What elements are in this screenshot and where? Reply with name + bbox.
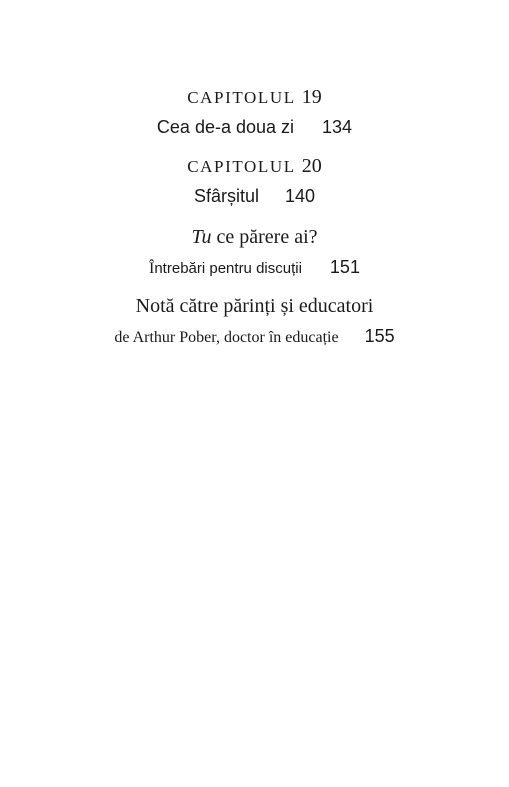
chapter-20-label <box>0 155 509 178</box>
chapter-title: Cea de-a doua zi <box>156 117 295 137</box>
chapter-word: CAPITOLUL <box>187 157 296 176</box>
discussion-entry <box>0 257 509 278</box>
discussion-subtitle-initial: Î <box>149 260 155 277</box>
chapter-word: CAPITOLUL <box>187 88 296 107</box>
chapter-title: Sfârșitul <box>193 186 259 206</box>
chapter-19-label <box>0 86 509 109</box>
note-title: Notă către părinți și educatori <box>135 295 374 317</box>
note-subtitle: de Arthur Pober, doctor în educație <box>114 329 339 346</box>
chapter-19-entry <box>0 117 509 138</box>
page-number: 134 <box>322 117 353 137</box>
page-number: 151 <box>329 257 360 277</box>
chapter-number: 19 <box>301 86 322 108</box>
chapter-number: 20 <box>301 155 322 177</box>
discussion-title-italic: Tu <box>191 226 212 248</box>
discussion-subtitle: ntrebări pentru discuții <box>154 260 302 277</box>
page-number: 155 <box>364 326 395 346</box>
note-entry <box>0 326 509 347</box>
page-number: 140 <box>284 186 316 206</box>
discussion-title <box>0 226 509 249</box>
chapter-20-entry <box>0 186 509 207</box>
discussion-title-rest: ce părere ai? <box>211 226 318 248</box>
